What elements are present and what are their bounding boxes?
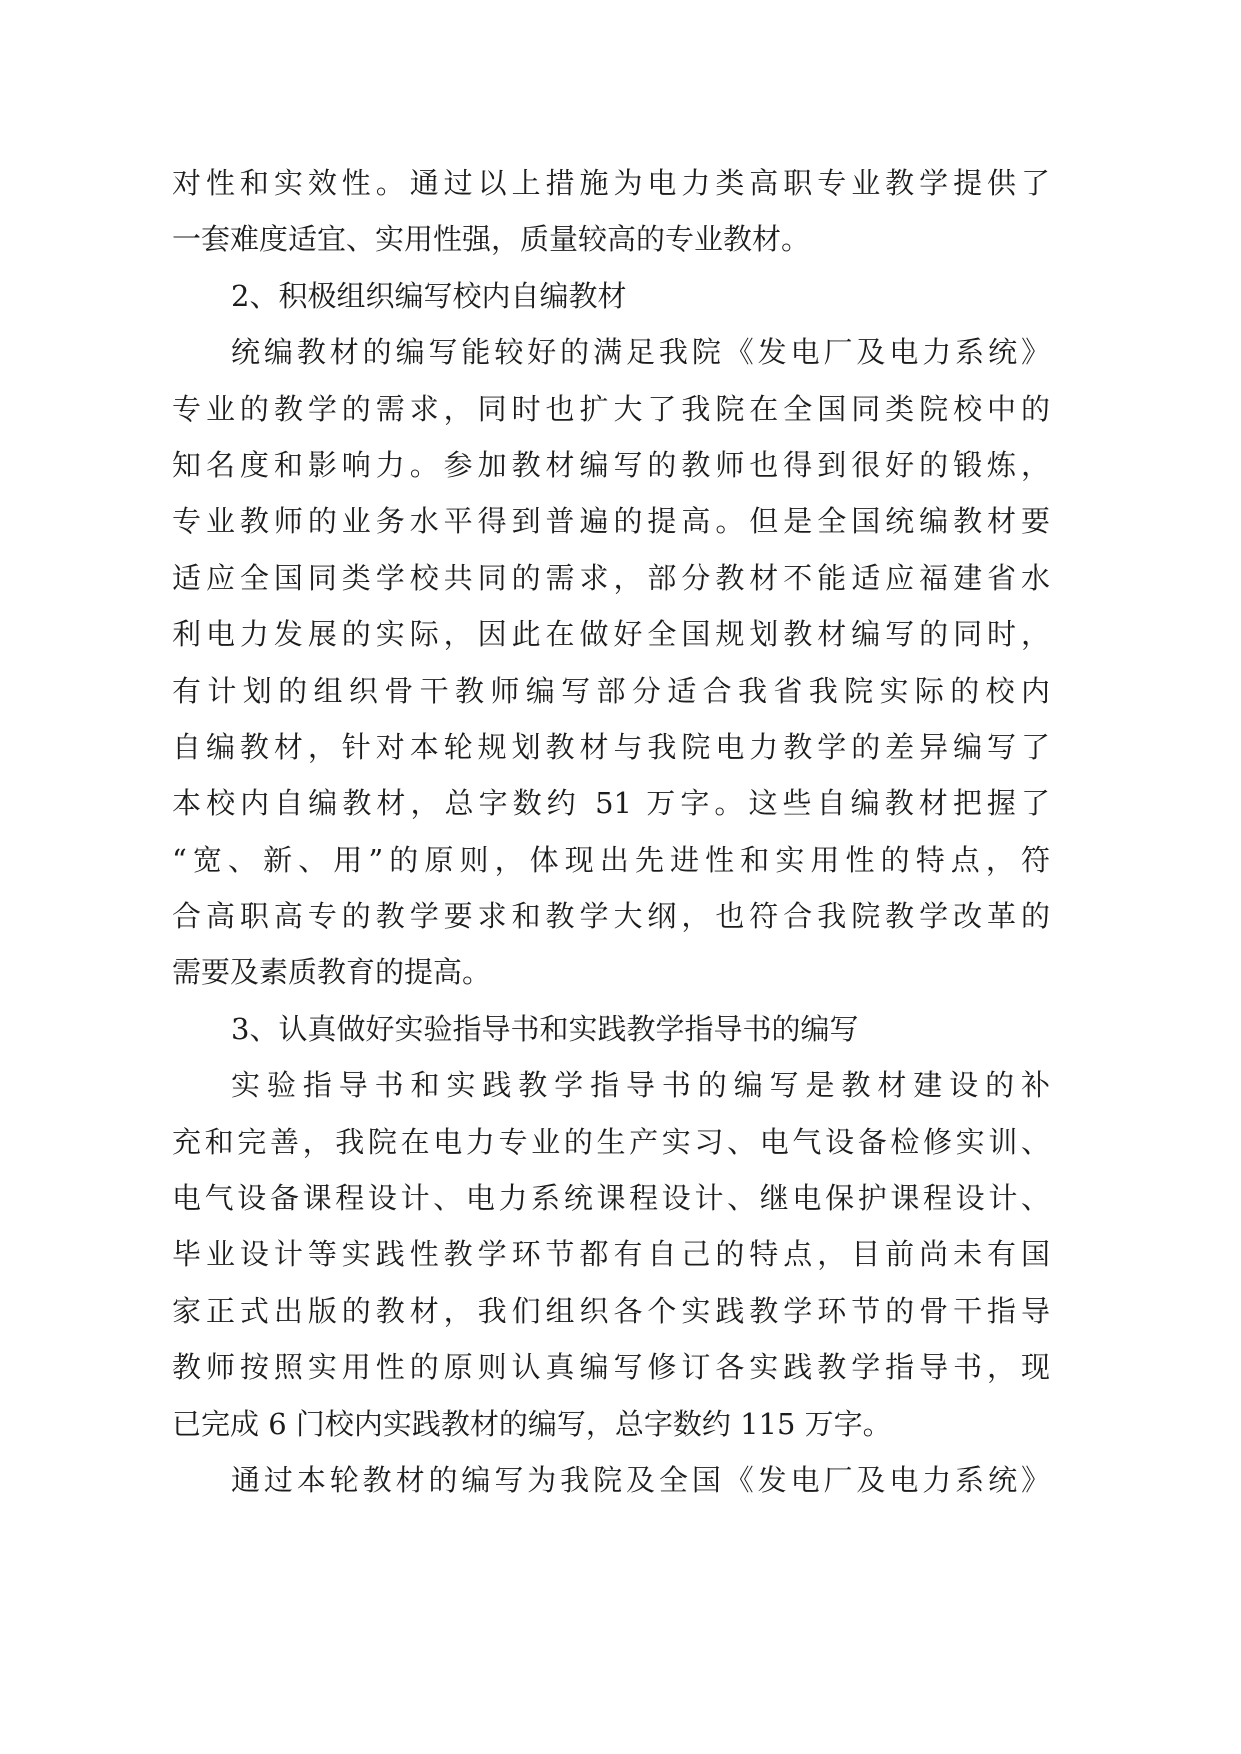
text-line: 有计划的组织骨干教师编写部分适合我省我院实际的校内 xyxy=(172,673,1050,708)
text-line: 利电力发展的实际，因此在做好全国规划教材编写的同时， xyxy=(172,617,1050,652)
text-line: 教师按照实用性的原则认真编写修订各实践教学指导书，现 xyxy=(172,1350,1050,1385)
text-line: 本校内自编教材，总字数约 51 万字。这些自编教材把握了 xyxy=(172,786,1050,821)
text-line: 充和完善，我院在电力专业的生产实习、电气设备检修实训、 xyxy=(172,1124,1050,1159)
paragraph-first-line: 实验指导书和实践教学指导书的编写是教材建设的补 xyxy=(231,1068,1050,1103)
text-line: “宽、新、用”的原则，体现出先进性和实用性的特点，符 xyxy=(172,842,1050,877)
text-line: 适应全国同类学校共同的需求，部分教材不能适应福建省水 xyxy=(172,560,1050,595)
text-line: 自编教材，针对本轮规划教材与我院电力教学的差异编写了 xyxy=(172,729,1050,764)
text-line: 专业教师的业务水平得到普遍的提高。但是全国统编教材要 xyxy=(172,504,1050,539)
text-line: 毕业设计等实践性教学环节都有自己的特点，目前尚未有国 xyxy=(172,1237,1050,1272)
text-line: 已完成 6 门校内实践教材的编写，总字数约 115 万字。 xyxy=(172,1406,892,1441)
text-line: 家正式出版的教材，我们组织各个实践教学环节的骨干指导 xyxy=(172,1293,1050,1328)
text-line: 知名度和影响力。参加教材编写的教师也得到很好的锻炼， xyxy=(172,447,1050,482)
section-heading: 3、认真做好实验指导书和实践教学指导书的编写 xyxy=(231,1011,859,1046)
paragraph-first-line: 通过本轮教材的编写为我院及全国《发电厂及电力系统》 xyxy=(231,1462,1050,1497)
body-text xyxy=(172,155,1050,1508)
text-line: 专业的教学的需求，同时也扩大了我院在全国同类院校中的 xyxy=(172,391,1050,426)
paragraph-first-line: 统编教材的编写能较好的满足我院《发电厂及电力系统》 xyxy=(231,335,1050,370)
text-line: 合高职高专的教学要求和教学大纲，也符合我院教学改革的 xyxy=(172,899,1050,934)
text-line: 电气设备课程设计、电力系统课程设计、继电保护课程设计、 xyxy=(172,1181,1050,1216)
text-line: 一套难度适宜、实用性强，质量较高的专业教材。 xyxy=(172,222,811,257)
text-line: 对性和实效性。通过以上措施为电力类高职专业教学提供了 xyxy=(172,166,1050,200)
section-heading: 2、积极组织编写校内自编教材 xyxy=(231,278,627,313)
text-line: 需要及素质教育的提高。 xyxy=(172,955,492,990)
